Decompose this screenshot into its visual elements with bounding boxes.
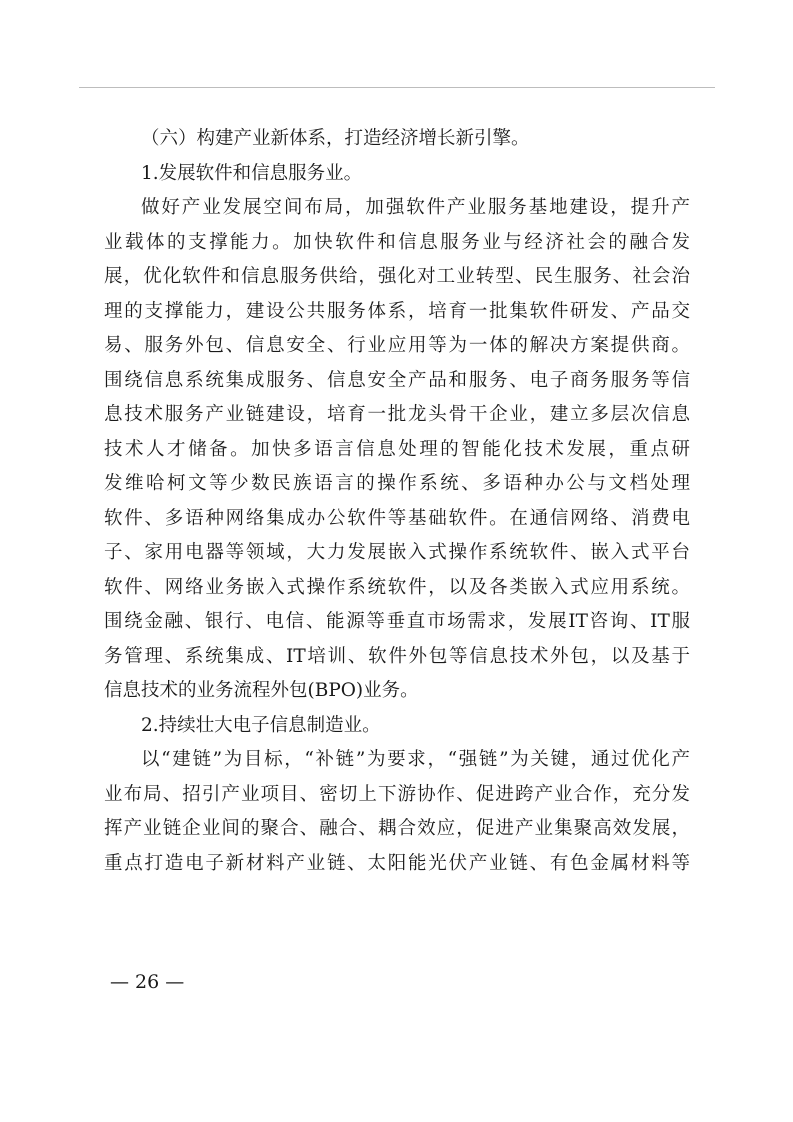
paragraph-line: 技术人才储备。加快多语言信息处理的智能化技术发展，重点研 — [104, 438, 690, 460]
paragraph-line: 业载体的支撑能力。加快软件和信息服务业与经济社会的融合发 — [104, 231, 690, 253]
paragraph-line: 围绕信息系统集成服务、信息安全产品和服务、电子商务服务等信 — [104, 369, 690, 391]
paragraph-line: 发维哈柯文等少数民族语言的操作系统、多语种办公与文档处理 — [104, 473, 690, 494]
paragraph-line: 理的支撑能力，建设公共服务体系，培育一批集软件研发、产品交 — [104, 300, 690, 322]
page-body — [104, 122, 690, 881]
subsection-heading-2: 2.持续壮大电子信息制造业。 — [141, 714, 381, 736]
paragraph-line: 业布局、招引产业项目、密切上下游协作、促进跨产业合作，充分发 — [104, 783, 690, 805]
paragraph-line: 信息技术的业务流程外包(BPO)业务。 — [104, 680, 419, 701]
paragraph-line: 做好产业发展空间布局，加强软件产业服务基地建设，提升产 — [141, 197, 690, 218]
header-rule — [79, 87, 715, 88]
section-heading: （六）构建产业新体系，打造经济增长新引擎。 — [141, 128, 530, 149]
paragraph-line: 挥产业链企业间的聚合、融合、耦合效应，促进产业集聚高效发展， — [104, 818, 690, 839]
paragraph-line: 重点打造电子新材料产业链、太阳能光伏产业链、有色金属材料等 — [104, 852, 690, 874]
paragraph-line: 展，优化软件和信息服务供给，强化对工业转型、民生服务、社会治 — [104, 266, 690, 287]
page-number: — 26 — — [110, 971, 185, 993]
paragraph-line: 围绕金融、银行、电信、能源等垂直市场需求，发展IT咨询、IT服 — [104, 611, 690, 632]
paragraph-2 — [104, 743, 690, 881]
paragraph-line: 易、服务外包、信息安全、行业应用等为一体的解决方案提供商。 — [104, 335, 690, 356]
paragraph-line: 息技术服务产业链建设，培育一批龙头骨干企业，建立多层次信息 — [104, 404, 690, 425]
paragraph-line: 务管理、系统集成、IT培训、软件外包等信息技术外包，以及基于 — [104, 645, 690, 667]
paragraph-line: 以“建链”为目标，“补链”为要求，“强链”为关键，通过优化产 — [141, 749, 690, 770]
subsection-heading-1: 1.发展软件和信息服务业。 — [141, 162, 363, 184]
paragraph-line: 软件、网络业务嵌入式操作系统软件，以及各类嵌入式应用系统。 — [104, 576, 690, 598]
paragraph-line: 子、家用电器等领域，大力发展嵌入式操作系统软件、嵌入式平台 — [104, 542, 690, 563]
paragraph-1 — [104, 191, 690, 709]
paragraph-line: 软件、多语种网络集成办公软件等基础软件。在通信网络、消费电 — [104, 507, 690, 529]
